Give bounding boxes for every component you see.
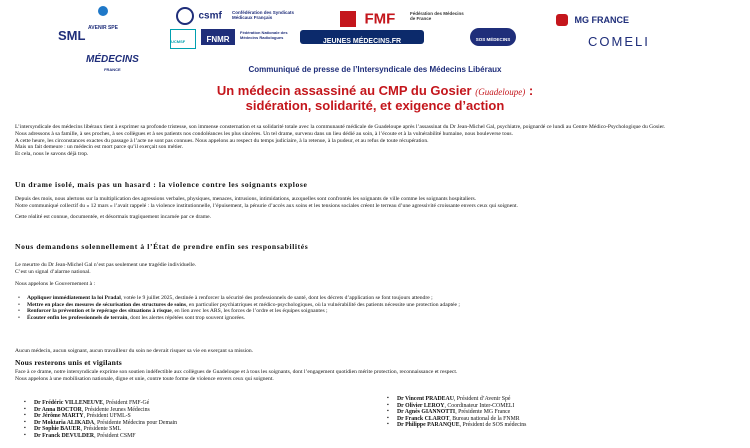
csmf-logo: csmf (176, 7, 222, 25)
signatory: ▪ Dr Olivier LEROY, Coordinateur Inter-COMELI (385, 403, 730, 410)
aucun-paragraph: Aucun médecin, aucun soignant, aucun travailleur du soin ne devrait risquer sa vie en exerçant sa mission. (15, 348, 254, 354)
signatory: ▪ Dr Franck DEVULDER, Président CSMF (22, 433, 352, 440)
section-heading-demandons: Nous demandons solennellement à l’État de prendre enfin ses responsabilités (15, 242, 309, 251)
signatories-right (385, 396, 730, 429)
drame-paragraph: Depuis des mois, nous alertons sur la multiplication des agressions verbales, physiques, menaces, intrusions, intimidations, auxquelles sont confrontés les soignants de ville comme les soignants hospitaliers. Notre communiqué collectif du « 12 mars » l’avait rappelé : la violence institutionnelle, l’épuisement, la pénurie d’accès aux soins et les tensions sociales créent le terreau d’une agressivité croissante envers ceux qui soignent. Cette réalité est connue, documentée, et désormais tragiquement incarnée par ce drame. (15, 196, 518, 220)
list-item: • Renforcer la prévention et le repérage des situations à risque, en lien avec les ARS, les forces de l’ordre et les équipes soignantes ; (15, 308, 737, 315)
title-region: (Guadeloupe) (475, 87, 526, 97)
signatory: ▪ Dr Moktaria ALIKADA, Présidente Médecins pour Demain (22, 420, 352, 427)
signatory: ▪ Dr Franck CLAROT, Bureau national de la FNMR (385, 416, 730, 423)
demandons-paragraph: Le meurtre du Dr Jean-Michel Gal n’est pas seulement une tragédie individuelle. C’est un signal d’alarme national. Nous appelons le Gouvernement à : (15, 262, 197, 287)
fmf-logo: FMF (340, 10, 395, 28)
signatory: ▪ Dr Vincent PRADEAU, Président d’Avenir Spé (385, 396, 730, 403)
ucmsf-logo: UCMSF (170, 29, 196, 49)
title-main: Un médecin assassiné au CMP du Gosier (216, 83, 472, 98)
sml-logo: SML (58, 28, 86, 43)
signatory: ▪ Dr Anna BOCTOR, Présidente Jeunes Médecins (22, 407, 352, 414)
title-line-2: sidération, solidarité, et exigence d’action (245, 98, 505, 113)
title-line-1: Un médecin assassiné au CMP du Gosier (Guadeloupe) : (216, 83, 534, 98)
section-heading-drame: Un drame isolé, mais pas un hasard : la violence contre les soignants explose (15, 180, 308, 189)
signatory: ▪ Dr Sophie BAUER, Présidente SML (22, 426, 352, 433)
list-item: • Appliquer immédiatement la loi Pradal, votée le 9 juillet 2025, destinée à renforcer la sécurité des professionnels de santé, dont les décrets d’application se font toujours attendre ; (15, 295, 737, 302)
press-release-heading: Communiqué de presse de l’Intersyndicale des Médecins Libéraux (248, 65, 502, 74)
fmf-caption: Fédération des Médecins de France (410, 11, 464, 21)
list-item: • Mettre en place des mesures de sécurisation des structures de soins, en particulier psychiatriques et médico-psychologiques, où la vulnérabilité des patients nécessite une protection adaptée ; (15, 302, 737, 309)
signatories-left (22, 400, 352, 440)
jeunes-medecins-logo: JEUNES MÉDECINS.FR (300, 30, 424, 44)
signatory: ▪ Dr Philippe PARANQUE, Président de SOS médecins (385, 422, 730, 429)
csmf-caption: Confédération des Syndicats Médicaux Français (232, 10, 295, 20)
fnmr-caption: Fédération Nationale des Médecins Radiologues (240, 30, 288, 40)
demands-list (15, 295, 737, 321)
intro-paragraph: L’intersyndicale des médecins libéraux tient à exprimer sa profonde tristesse, son immense consternation et sa solidarité totale avec la communauté médicale de Guadeloupe après l’assassinat du Dr Jean-Michel Gal, psychiatre, poignardé ce lundi au Centre Médico-Psychologique du Gosier. Nous adressons à sa famille, à ses proches, à ses collègues et à ses patients nos condoléances les plus sincères. Un tel drame, survenu dans un lieu dédié au soin, à l’écoute et à la vulnérabilité humaine, nous bouleverse tous. A cette heure, les circonstances exactes du passage à l’acte ne sont pas connues. Nous appelons au respect du temps judiciaire, à la retenue, à la pudeur, et au refus de toute récupération. Mais un fait demeure : un médecin est mort parce qu’il exerçait son métier. Et cela, nous le savons déjà trop. (15, 124, 666, 158)
signatory: ▪ Dr Frédéric VILLENEUVE, Président FMF-Gé (22, 400, 352, 407)
sos-medecins-logo: SOS MÉDECINS (470, 28, 516, 46)
medecins-france-logo: MÉDECINS FRANCE (86, 54, 139, 72)
comeli-logo: COMELI (588, 34, 650, 49)
unis-paragraph: Face à ce drame, notre intersyndicale exprime son soutien indéfectible aux collègues de Guadeloupe et à tous les soignants, dont l’engagement quotidien mérite protection, reconnaissance et respect. Nous appelons à une mobilisation nationale, digne et unie, contre toute forme de violence envers ceux qui soignent. (15, 369, 458, 382)
fnmr-logo: FNMR (201, 29, 235, 45)
section-heading-unis: Nous resterons unis et vigilants (15, 358, 122, 367)
signatory: ▪ Dr Agnès GIANNOTTI, Présidente MG France (385, 409, 730, 416)
mg-france-logo: MG FRANCE (556, 11, 629, 29)
list-item: • Écouter enfin les professionnels de terrain, dont les alertes répétées sont trop souvent ignorées. (15, 315, 737, 322)
signatory: ▪ Dr Jérôme MARTY, Président UFML-S (22, 413, 352, 420)
avenir-spe-logo: AVENIR SPE (86, 6, 120, 34)
